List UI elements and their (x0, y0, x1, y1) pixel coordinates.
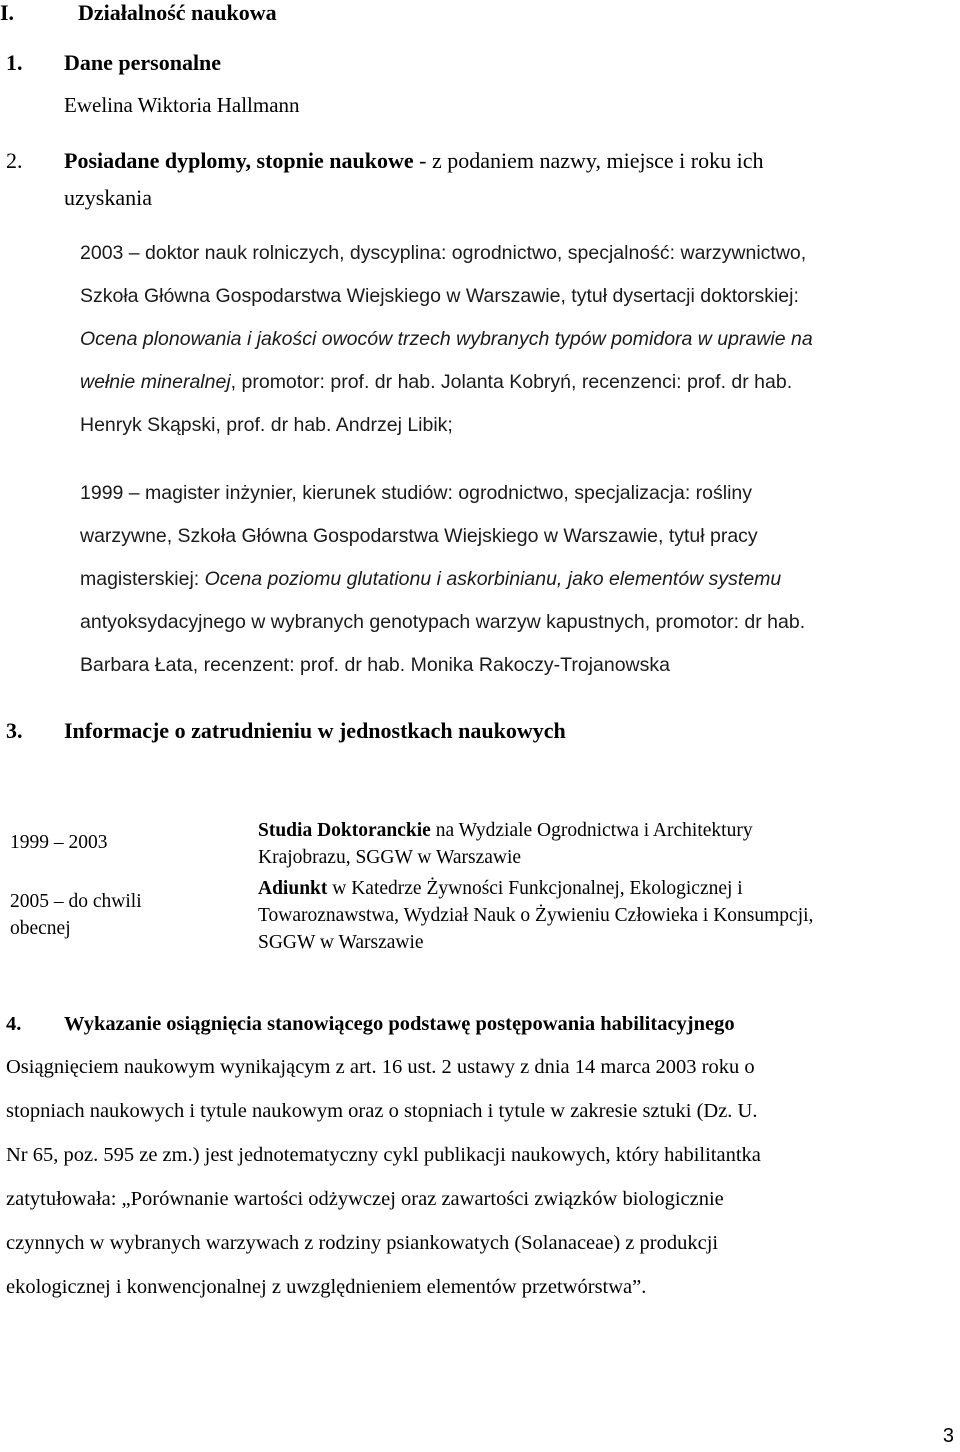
section-2-number: 2. (6, 148, 23, 173)
employment-period-1: 1999 – 2003 (10, 832, 108, 853)
section-4-title: Wykazanie osiągnięcia stanowiącego podstawę postępowania habilitacyjnego (64, 1013, 735, 1035)
section-3-heading (6, 718, 566, 744)
msc-line-4: antyoksydacyjnego w wybranych genotypach warzyw kapustnych, promotor: dr hab. (80, 611, 806, 633)
section-2-title-rest: - z podaniem nazwy, miejsce i roku ich (413, 148, 764, 173)
achievement-line-2: stopniach naukowych i tytule naukowym oraz o stopniach i tytule w zakresie sztuki (Dz. U. (6, 1100, 758, 1122)
achievement-line-6: ekologicznej i konwencjonalnej z uwzględnieniem elementów przetwórstwa”. (6, 1276, 647, 1298)
phd-line-4-rest: , promotor: prof. dr hab. Jolanta Kobryń, recenzenci: prof. dr hab. (230, 371, 793, 393)
employment-desc-2-line-1 (258, 878, 743, 900)
achievement-line-1: Osiągnięciem naukowym wynikającym z art. 16 ust. 2 ustawy z dnia 14 marca 2003 roku o (6, 1056, 755, 1078)
employment-desc-2-line-2: Towaroznawstwa, Wydział Nauk o Żywieniu Człowieka i Konsumpcji, (258, 905, 814, 926)
phd-line-5: Henryk Skąpski, prof. dr hab. Andrzej Libik; (80, 414, 453, 436)
phd-line-2: Szkoła Główna Gospodarstwa Wiejskiego w Warszawie, tytuł dysertacji doktorskiej: (80, 285, 799, 307)
section-2-heading (6, 148, 763, 174)
phd-line-4-italic: wełnie mineralnej (80, 371, 231, 393)
msc-line-3-a: magisterskiej: (80, 568, 205, 590)
section-heading-main (0, 0, 277, 26)
section-1-title: Dane personalne (64, 50, 222, 75)
employment-desc-1-line-1 (258, 820, 753, 842)
employment-role-1: Studia Doktoranckie (258, 820, 431, 841)
section-4-heading (6, 1013, 735, 1036)
section-2-title-bold: Posiadane dyplomy, stopnie naukowe (64, 148, 414, 173)
phd-line-3: Ocena plonowania i jakości owoców trzech wybranych typów pomidora w uprawie na (80, 328, 813, 350)
page-number: 3 (942, 1425, 954, 1447)
section-2-title-line2: uzyskania (64, 185, 152, 210)
employment-desc-1-line-2: Krajobrazu, SGGW w Warszawie (258, 847, 522, 868)
personal-name: Ewelina Wiktoria Hallmann (64, 93, 300, 117)
achievement-line-5: czynnych w wybranych warzywach z rodziny psiankowatych (Solanaceae) z produkcji (6, 1232, 719, 1254)
section-3-number: 3. (6, 718, 23, 743)
section-1-number: 1. (6, 50, 23, 75)
msc-line-3 (80, 568, 781, 591)
section-4-number: 4. (6, 1013, 22, 1035)
achievement-line-4: zatytułowała: „Porównanie wartości odżywczej oraz zawartości związków biologicznie (6, 1188, 724, 1210)
phd-line-1: 2003 – doktor nauk rolniczych, dyscyplina: ogrodnictwo, specjalność: warzywnictwo, (80, 242, 807, 264)
employment-period-2: 2005 – do chwili (10, 891, 142, 912)
employment-period-2-cont: obecnej (10, 918, 71, 939)
employment-desc-1-rest: na Wydziale Ogrodnictwa i Architektury (430, 820, 753, 841)
employment-desc-2-rest: w Katedrze Żywności Funkcjonalnej, Ekologicznej i (327, 878, 743, 899)
section-number: I. (0, 0, 15, 25)
section-1-heading (6, 50, 221, 76)
msc-line-3-italic: Ocena poziomu glutationu i askorbinianu, jako elementów systemu (204, 568, 782, 590)
section-3-title: Informacje o zatrudnieniu w jednostkach naukowych (64, 718, 566, 743)
employment-desc-2-line-3: SGGW w Warszawie (258, 932, 424, 953)
employment-role-2: Adiunkt (258, 878, 328, 899)
msc-line-1: 1999 – magister inżynier, kierunek studiów: ogrodnictwo, specjalizacja: rośliny (80, 482, 752, 504)
section-title: Działalność naukowa (78, 0, 277, 25)
phd-line-4 (80, 371, 792, 394)
achievement-line-3: Nr 65, poz. 595 ze zm.) jest jednotematyczny cykl publikacji naukowych, który habilitantka (6, 1144, 761, 1166)
msc-line-2: warzywne, Szkoła Główna Gospodarstwa Wiejskiego w Warszawie, tytuł pracy (80, 525, 758, 547)
msc-line-5: Barbara Łata, recenzent: prof. dr hab. Monika Rakoczy-Trojanowska (80, 654, 670, 676)
